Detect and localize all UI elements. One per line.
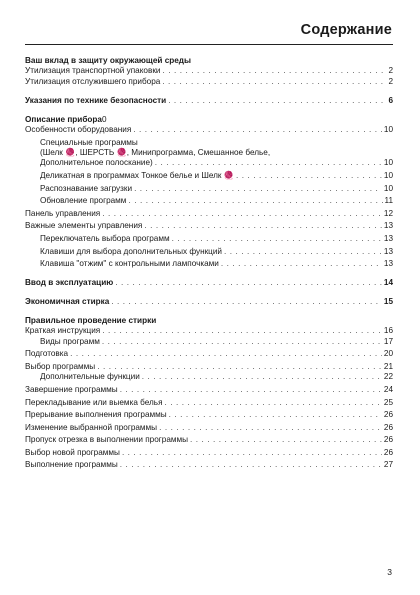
toc-entry[interactable]: Выбор новой программы . . . 26 <box>25 448 393 458</box>
toc-entry[interactable]: Прерывание выполнения программы . . . 26 <box>25 410 393 420</box>
toc-entry-economy[interactable]: Экономичная стирка . . . 15 <box>25 297 393 307</box>
toc-entry[interactable]: Выполнение программы . . . 27 <box>25 460 393 470</box>
toc-entry-commissioning[interactable]: Ввод в эксплуатацию . . . 14 <box>25 278 393 288</box>
toc-entry[interactable]: Перекладывание или выемка белья . . . 25 <box>25 398 393 408</box>
toc-entry[interactable]: Особенности оборудования . . . 10 <box>25 125 393 135</box>
toc-entry[interactable]: Пропуск отрезка в выполнении программы . . . 26 <box>25 435 393 445</box>
page-title: Содержание <box>300 22 392 38</box>
toc-entry[interactable]: Дополнительные функции . . . 22 <box>25 372 393 382</box>
toc-entry[interactable]: Подготовка . . . 20 <box>25 349 393 359</box>
toc-entry[interactable]: Изменение выбранной программы . . . 26 <box>25 423 393 433</box>
toc-entry[interactable]: Панель управления . . . 12 <box>25 209 393 219</box>
toc-entry[interactable]: Выбор программы . . . 21 <box>25 362 393 372</box>
toc-entry[interactable]: Краткая инструкция . . . 16 <box>25 326 393 336</box>
toc-entry[interactable]: Распознавание загрузки . . . 10 <box>25 184 393 194</box>
toc-entry[interactable]: Клавиши для выбора дополнительных функций . . . 13 <box>25 247 393 257</box>
toc-entry[interactable]: Утилизация транспортной упаковки . . . 2 <box>25 66 393 76</box>
toc-entry[interactable]: Деликатная в программах Тонкое белье и Шелк 🧶 . . . 10 <box>25 171 393 181</box>
page-number: 3 <box>387 567 392 577</box>
table-of-contents <box>25 56 393 471</box>
toc-entry[interactable]: Утилизация отслужившего прибора . . . 2 <box>25 77 393 87</box>
toc-entry[interactable]: Клавиша "отжим" с контрольными лампочками . . . 13 <box>25 259 393 269</box>
toc-heading-washing: Правильное проведение стирки <box>25 315 157 325</box>
toc-entry-safety[interactable]: Указания по технике безопасности . . . 6 <box>25 96 393 106</box>
toc-entry-special-programs[interactable]: Специальные программы (Шелк 🧶, ШЕРСТЬ 🧶, Минипрограмма, Смешанное белье, Дополнительное полоскание) . . . 10 <box>25 138 393 169</box>
toc-entry[interactable]: Виды программ . . . 17 <box>25 337 393 347</box>
toc-entry[interactable]: Завершение программы . . . 24 <box>25 385 393 395</box>
header-rule <box>25 44 393 45</box>
toc-heading-environment: Ваш вклад в защиту окружающей среды <box>25 56 191 65</box>
toc-entry[interactable]: Обновление программ . . . 11 <box>25 196 393 206</box>
toc-entry[interactable]: Переключатель выбора программ . . . 13 <box>25 234 393 244</box>
toc-entry[interactable]: Важные элементы управления . . . 13 <box>25 221 393 231</box>
toc-heading-description: Описание прибора0 <box>25 114 107 124</box>
